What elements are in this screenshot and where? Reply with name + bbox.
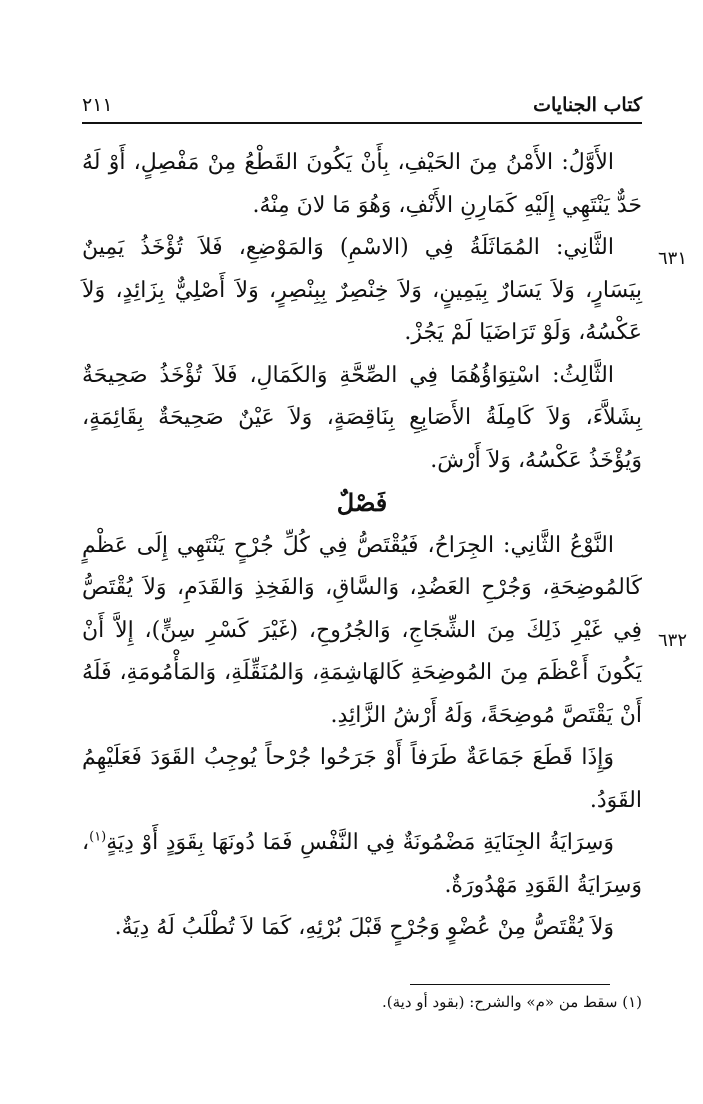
footnote-marker: (١): [622, 993, 642, 1011]
paragraph-first-condition: الأَوَّلُ: الأَمْنُ مِنَ الحَيْفِ، بِأَنْ يَكُونَ القَطْعُ مِنْ مَفْصِلٍ، أَوْ لَهُ حَدٌّ يَنْتَهِي إِلَيْهِ كَمَارِنِ الأَنْفِ، وَهُوَ مَا لانَ مِنْهُ.: [82, 150, 642, 218]
main-text: [82, 142, 642, 950]
paragraph-group-liability: وَإِذَا قَطَعَ جَمَاعَةٌ طَرَفاً أَوْ جَرَحُوا جُرْحاً يُوجِبُ القَوَدَ فَعَلَيْهِمُ القَوَدُ.: [82, 745, 642, 813]
footnote: [82, 993, 642, 1011]
footnote-rule: [410, 984, 610, 985]
footnote-reference[interactable]: (١): [89, 829, 107, 845]
paragraph-wounds: النَّوْعُ الثَّانِي: الجِرَاحُ، فَيُقْتَصُّ فِي كُلِّ جُرْحٍ يَنْتَهِي إِلَى عَظْمٍ كَالمُوضِحَةِ، وَجُرْحِ العَضُدِ، وَالسَّاقِ، وَالفَخِذِ وَالقَدَمِ، وَلاَ يُقْتَصُّ فِي غَيْرِ ذَلِكَ مِنَ الشِّجَاجِ، وَالجُرُوحِ، (غَيْرَ كَسْرِ سِنٍّ)، إِلاَّ أَنْ يَكُونَ أَعْظَمَ مِنَ المُوضِحَةِ كَالهَاشِمَةِ، وَالمُنَقِّلَةِ، وَالمَأْمُومَةِ، فَلَهُ أَنْ يَقْتَصَّ مُوضِحَةً، وَلَهُ أَرْشُ الزَّائِدِ.: [82, 532, 642, 728]
page-number: ٢١١: [82, 94, 113, 116]
header-rule: [82, 122, 642, 124]
paragraph-before-healing: وَلاَ يُقْتَصُّ مِنْ عُضْوٍ وَجُرْحٍ قَبْلَ بُرْئِهِ، كَمَا لاَ تُطْلَبُ لَهُ دِيَةٌ.: [114, 915, 614, 940]
paragraph-spreading-injury: [82, 822, 642, 907]
chapter-title: كتاب الجنايات: [533, 94, 642, 116]
paragraph-second-condition: الثَّانِي: المُمَاثَلَةُ فِي (الاسْمِ) وَالمَوْضِعِ، فَلاَ تُؤْخَذُ يَمِينٌ بِيَسَارٍ، وَلاَ يَسَارٌ بِيَمِينٍ، وَلاَ خِنْصِرٌ بِبِنْصِرٍ، وَلاَ أَصْلِيٌّ بِزَائِدٍ، وَلاَ عَكْسُهُ، وَلَوْ تَرَاضَيَا لَمْ يَجُزْ.: [82, 235, 642, 345]
running-header: [82, 92, 642, 122]
section-heading: فَصْلٌ: [336, 488, 388, 517]
paragraph-spreading-text-a: وَسِرَايَةُ الجِنَايَةِ مَضْمُونَةٌ فِي النَّفْسِ فَمَا دُونَهَا بِقَوَدٍ أَوْ دِيَةٍ: [106, 830, 614, 855]
footnote-text: سقط من «م» والشرح: (بقود أو دية).: [381, 993, 618, 1011]
paragraph-third-condition: الثَّالِثُ: اسْتِوَاؤُهُمَا فِي الصِّحَّةِ وَالكَمَالِ، فَلاَ تُؤْخَذُ صَحِيحَةٌ بِشَلاَّءَ، وَلاَ كَامِلَةُ الأَصَابِعِ بِنَاقِصَةٍ، وَلاَ عَيْنٌ صَحِيحَةٌ بِقَائِمَةٍ، وَيُؤْخَذُ عَكْسُهُ، وَلاَ أَرْشَ.: [82, 362, 642, 473]
marginal-number-631: ٦٣١: [657, 248, 687, 269]
paragraph-spreading-text-b: ، وَسِرَايَةُ القَوَدِ مَهْدُورَةٌ.: [82, 830, 642, 898]
marginal-number-632: ٦٣٢: [657, 630, 687, 651]
